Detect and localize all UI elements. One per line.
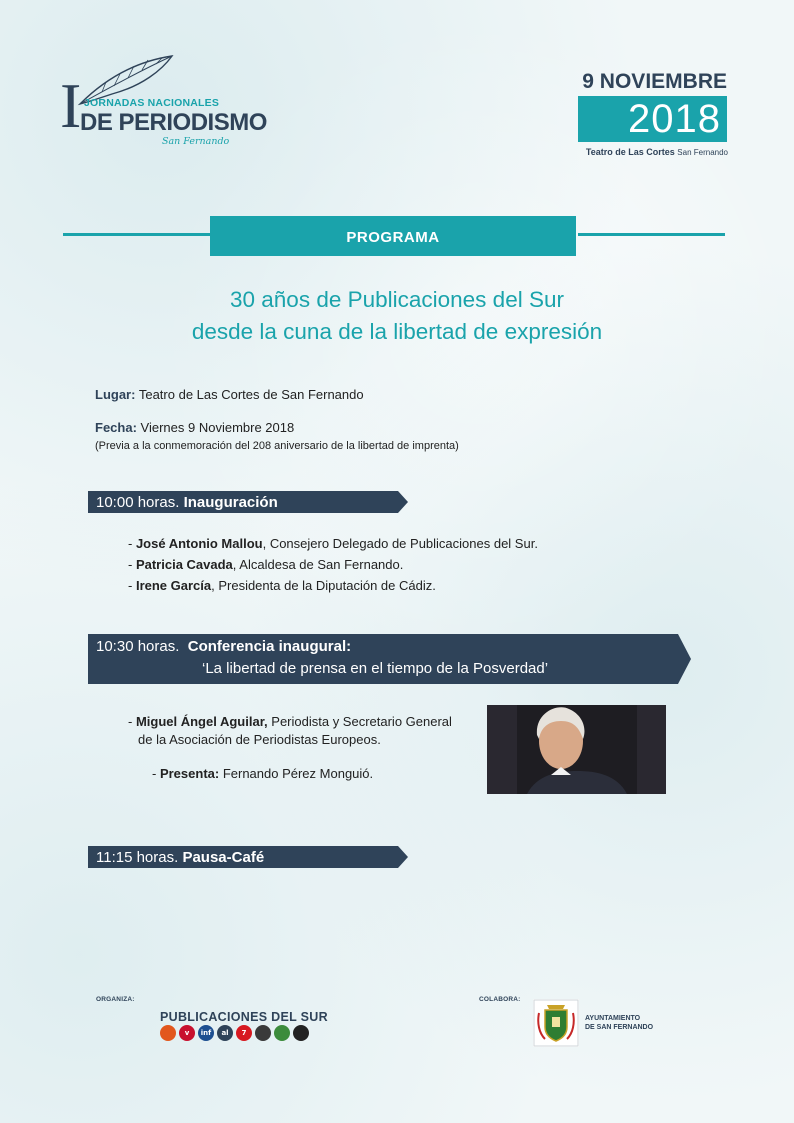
fecha-label: Fecha: xyxy=(95,420,137,435)
banner-arrow xyxy=(398,846,408,868)
venue-name: Teatro de Las Cortes xyxy=(585,147,675,157)
lugar-value: Teatro de Las Cortes de San Fernando xyxy=(138,387,364,402)
session-name: Pausa-Café xyxy=(182,849,265,866)
media-icons xyxy=(160,1025,309,1041)
event-date-month: 9 NOVIEMBRE xyxy=(582,70,727,93)
banner-arrow xyxy=(398,491,408,513)
media-logo-icon: v xyxy=(179,1025,195,1041)
speaker-name: Patricia Cavada xyxy=(135,557,233,572)
event-year: 2018 xyxy=(628,97,721,141)
conference-speaker: - Miguel Ángel Aguilar, Periodista y Secretario General de la Asociación de Periodistas Europeos. xyxy=(128,714,452,747)
title-line-2: desde la cuna de la libertad de expresión xyxy=(191,319,603,344)
speaker-role: , Presidenta de la Diputación de Cádiz. xyxy=(211,578,436,593)
venue-city: San Fernando xyxy=(677,148,728,157)
media-logo-icon xyxy=(255,1025,271,1041)
session-banner-pausa xyxy=(88,846,398,868)
speaker-role-cont: de la Asociación de Periodistas Europeos. xyxy=(138,732,381,747)
media-logo-icon xyxy=(293,1025,309,1041)
speaker-photo xyxy=(487,705,666,794)
divider-left xyxy=(63,233,210,236)
speaker-role: Periodista y Secretario General xyxy=(267,714,452,729)
media-logo-icon xyxy=(274,1025,290,1041)
event-venue xyxy=(578,147,728,157)
program-title xyxy=(0,284,794,348)
logo-roman-numeral: I xyxy=(60,70,82,141)
speaker-item: - Patricia Cavada, Alcaldesa de San Fernando. xyxy=(128,557,404,572)
session-time: 10:00 horas. xyxy=(96,494,180,511)
logo-line-2: DE PERIODISMO xyxy=(80,109,267,136)
media-logo-icon: 7 xyxy=(236,1025,252,1041)
speaker-item: - Irene García, Presidenta de la Diputación de Cádiz. xyxy=(128,578,436,593)
media-logo-icon: inf xyxy=(198,1025,214,1041)
info-fecha xyxy=(95,420,294,435)
speaker-name: José Antonio Mallou xyxy=(135,536,263,551)
collaborator-name: AYUNTAMIENTO DE SAN FERNANDO xyxy=(585,1015,654,1031)
session-subtitle: ‘La libertad de prensa en el tiempo de la Posverdad’ xyxy=(202,660,549,677)
event-year-box xyxy=(578,96,727,142)
presenta-value: Fernando Pérez Monguió. xyxy=(219,766,374,781)
media-logo-icon: al xyxy=(217,1025,233,1041)
banner-arrow xyxy=(678,634,691,684)
logo-line-3: San Fernando xyxy=(162,136,230,147)
organiza-label: ORGANIZA: xyxy=(96,996,135,1003)
speaker-role: , Alcaldesa de San Fernando. xyxy=(232,557,404,572)
session-time: 11:15 horas. xyxy=(96,849,179,866)
session-name: Conferencia inaugural: xyxy=(187,638,352,655)
event-logo xyxy=(58,52,267,152)
session-time: 10:30 horas. xyxy=(96,638,180,655)
programa-header: PROGRAMA xyxy=(210,216,576,256)
logo-line-1: JORNADAS NACIONALES xyxy=(84,97,220,109)
info-lugar xyxy=(95,387,364,402)
fecha-value: Viernes 9 Noviembre 2018 xyxy=(140,420,295,435)
organizer-logo-text: PUBLICACIONES DEL SUR xyxy=(160,1010,328,1024)
speaker-item: - José Antonio Mallou, Consejero Delegado de Publicaciones del Sur. xyxy=(128,536,538,551)
speaker-name: Miguel Ángel Aguilar, xyxy=(135,714,268,729)
colabora-label: COLABORA: xyxy=(479,996,521,1003)
session-banner-conferencia xyxy=(88,634,678,684)
title-line-1: 30 años de Publicaciones del Sur xyxy=(230,287,564,312)
session-name: Inauguración xyxy=(183,494,278,511)
media-logo-icon xyxy=(160,1025,176,1041)
divider-right xyxy=(578,233,725,236)
fecha-note: (Previa a la conmemoración del 208 aniversario de la libertad de imprenta) xyxy=(95,440,459,452)
conference-presenter: - Presenta: Fernando Pérez Monguió. xyxy=(152,766,374,781)
presenta-label: Presenta: xyxy=(159,766,220,781)
city-shield-icon xyxy=(533,999,579,1047)
speaker-name: Irene García xyxy=(135,578,212,593)
lugar-label: Lugar: xyxy=(95,387,136,402)
session-banner-inauguracion xyxy=(88,491,398,513)
speaker-role: , Consejero Delegado de Publicaciones del Sur. xyxy=(262,536,538,551)
